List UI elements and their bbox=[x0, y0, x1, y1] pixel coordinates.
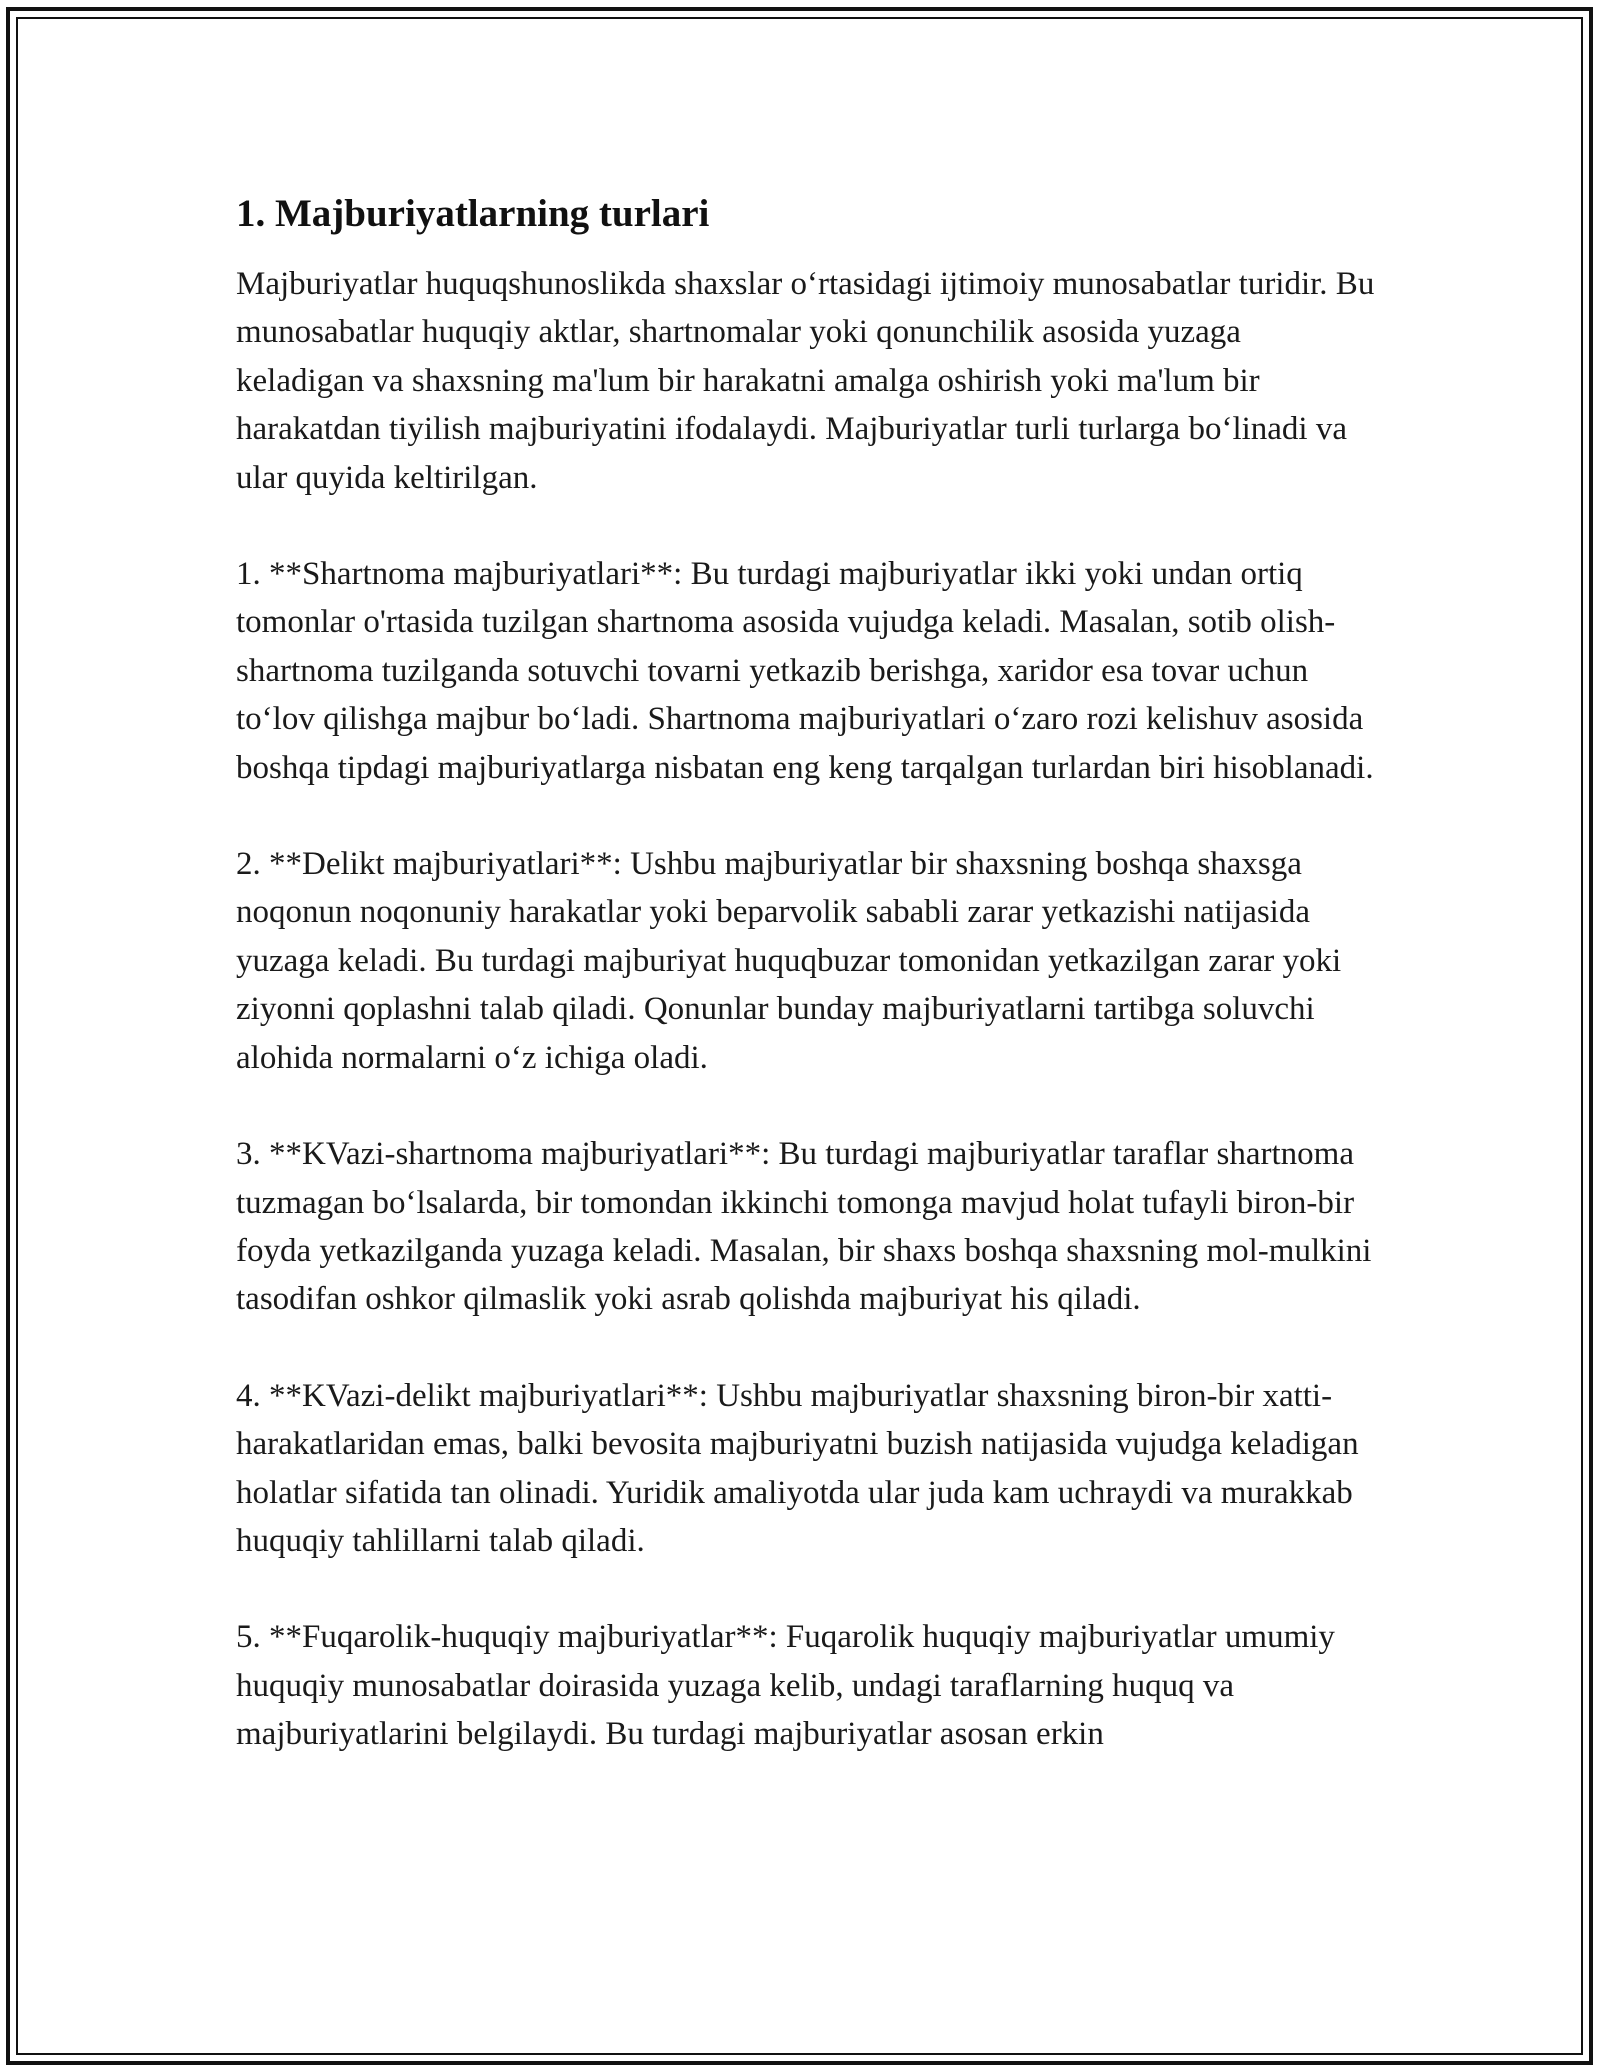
intro-paragraph: Majburiyatlar huquqshunoslikda shaxslar o‘rtasidagi ijtimoiy munosabatlar turidir. Bu munosabatlar huquqiy aktlar, shartnomalar yoki qonunchilik asosida yuzaga keladigan va shaxsning ma'lum bir harakatni amalga oshirish yoki ma'lum bir harakatdan tiyilish majburiyatini ifodalaydi. Majburiyatlar turli turlarga bo‘linadi va ular quyida keltirilgan. bbox=[236, 266, 1375, 496]
section-heading: 1. Majburiyatlarning turlari bbox=[236, 192, 710, 235]
document-body bbox=[236, 186, 1376, 1807]
paragraph-contract-obligations: 1. **Shartnoma majburiyatlari**: Bu turdagi majburiyatlar ikki yoki undan ortiq tomonlar o'rtasida tuzilgan shartnoma asosida vujudga keladi. Masalan, sotib olish-shartnoma tuzilganda sotuvchi tovarni yetkazib berishga, xaridor esa tovar uchun to‘lov qilishga majbur bo‘ladi. Shartnoma majburiyatlari o‘zaro rozi kelishuv asosida boshqa tipdagi majburiyatlarga nisbatan eng keng tarqalgan turlardan biri hisoblanadi. bbox=[236, 556, 1374, 786]
paragraph-civil-law-obligations: 5. **Fuqarolik-huquqiy majburiyatlar**: Fuqarolik huquqiy majburiyatlar umumiy huquqiy munosabatlar doirasida yuzaga kelib, undagi taraflarning huquq va majburiyatlarini belgilaydi. Bu turdagi majburiyatlar asosan erkin bbox=[236, 1619, 1335, 1753]
paragraph-delict-obligations: 2. **Delikt majburiyatlari**: Ushbu majburiyatlar bir shaxsning boshqa shaxsga noqonun noqonuniy harakatlar yoki beparvolik sababli zarar yetkazishi natijasida yuzaga keladi. Bu turdagi majburiyat huquqbuzar tomonidan yetkazilgan zarar yoki ziyonni qoplashni talab qiladi. Qonunlar bunday majburiyatlarni tartibga soluvchi alohida normalarni o‘z ichiga oladi. bbox=[236, 846, 1342, 1076]
paragraph-quasi-contract-obligations: 3. **KVazi-shartnoma majburiyatlari**: Bu turdagi majburiyatlar taraflar shartnoma tuzmagan bo‘lsalarda, bir tomondan ikkinchi tomonga mavjud holat tufayli biron-bir foyda yetkazilganda yuzaga keladi. Masalan, bir shaxs boshqa shaxsning mol-mulkini tasodifan oshkor qilmaslik yoki asrab qolishda majburiyat his qiladi. bbox=[236, 1136, 1372, 1318]
paragraph-quasi-delict-obligations: 4. **KVazi-delikt majburiyatlari**: Ushbu majburiyatlar shaxsning biron-bir xatti-harakatlaridan emas, balki bevosita majburiyatni buzish natijasida vujudga keladigan holatlar sifatida tan olinadi. Yuridik amaliyotda ular juda kam uchraydi va murakkab huquqiy tahlillarni talab qiladi. bbox=[236, 1377, 1359, 1559]
